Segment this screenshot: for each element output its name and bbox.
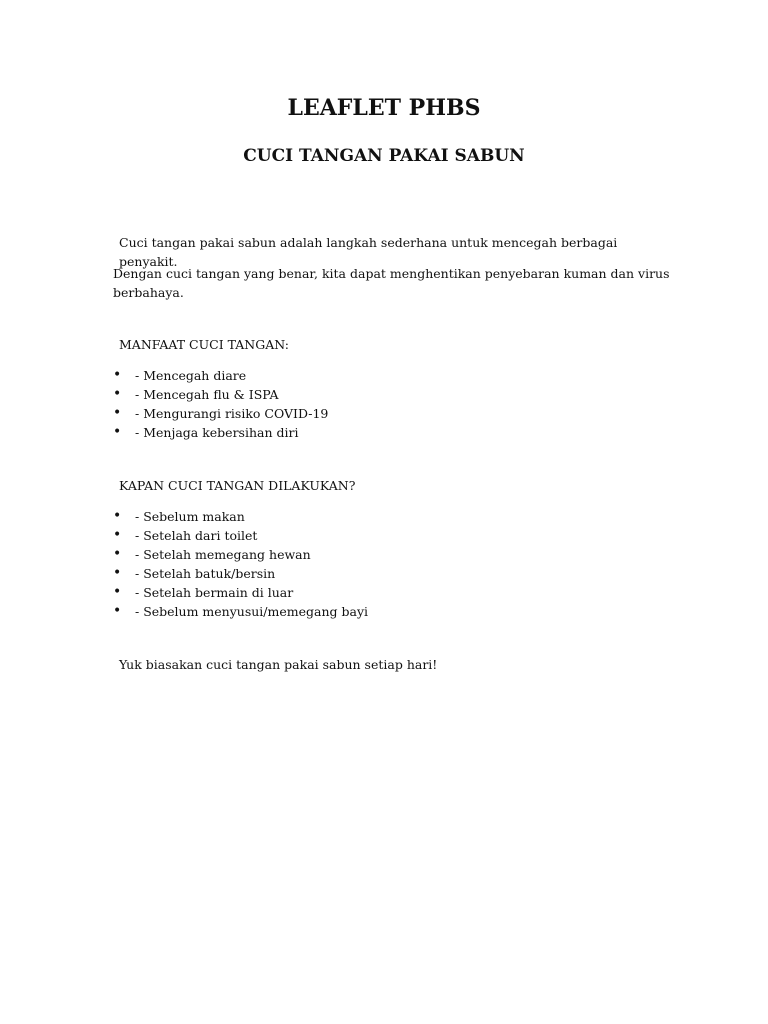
bullet-marker: •	[113, 565, 122, 581]
list-item-text: - Mengurangi risiko COVID-19	[135, 406, 329, 421]
list-item	[113, 423, 328, 442]
bullet-marker: •	[113, 584, 122, 600]
bullet-marker: •	[113, 386, 122, 402]
document-title: LEAFLET PHBS	[287, 95, 481, 121]
list-item	[113, 366, 328, 385]
list-item-text: - Setelah bermain di luar	[135, 585, 294, 600]
bullet-marker: •	[113, 405, 122, 421]
list-item	[113, 602, 368, 621]
list-item-text: - Mencegah diare	[135, 368, 247, 383]
bullet-marker: •	[113, 546, 122, 562]
list-item-text: - Sebelum menyusui/memegang bayi	[135, 604, 369, 619]
list-item	[113, 385, 328, 404]
benefits-list	[113, 366, 328, 442]
list-item-text: - Menjaga kebersihan diri	[135, 425, 299, 440]
bullet-marker: •	[113, 367, 122, 383]
document-subtitle: CUCI TANGAN PAKAI SABUN	[243, 146, 525, 166]
closing-text: Yuk biasakan cuci tangan pakai sabun setiap hari!	[119, 657, 438, 672]
list-item	[113, 404, 328, 423]
when-list	[113, 507, 368, 621]
bullet-marker: •	[113, 508, 122, 524]
list-item	[113, 583, 368, 602]
list-item-text: - Mencegah flu & ISPA	[135, 387, 279, 402]
list-item-text: - Sebelum makan	[135, 509, 245, 524]
list-item	[113, 526, 368, 545]
list-item-text: - Setelah memegang hewan	[135, 547, 311, 562]
list-item	[113, 507, 368, 526]
list-item-text: - Setelah batuk/bersin	[135, 566, 276, 581]
intro-paragraph-2: Dengan cuci tangan yang benar, kita dapat menghentikan penyebaran kuman dan virus berbahaya.	[113, 266, 670, 300]
bullet-marker: •	[113, 527, 122, 543]
bullet-marker: •	[113, 424, 122, 440]
when-heading: KAPAN CUCI TANGAN DILAKUKAN?	[119, 478, 356, 493]
list-item	[113, 564, 368, 583]
list-item	[113, 545, 368, 564]
bullet-marker: •	[113, 603, 122, 619]
benefits-heading: MANFAAT CUCI TANGAN:	[119, 337, 289, 352]
intro-paragraph-1: Cuci tangan pakai sabun adalah langkah sederhana untuk mencegah berbagai penyakit.	[119, 235, 622, 269]
list-item-text: - Setelah dari toilet	[135, 528, 258, 543]
